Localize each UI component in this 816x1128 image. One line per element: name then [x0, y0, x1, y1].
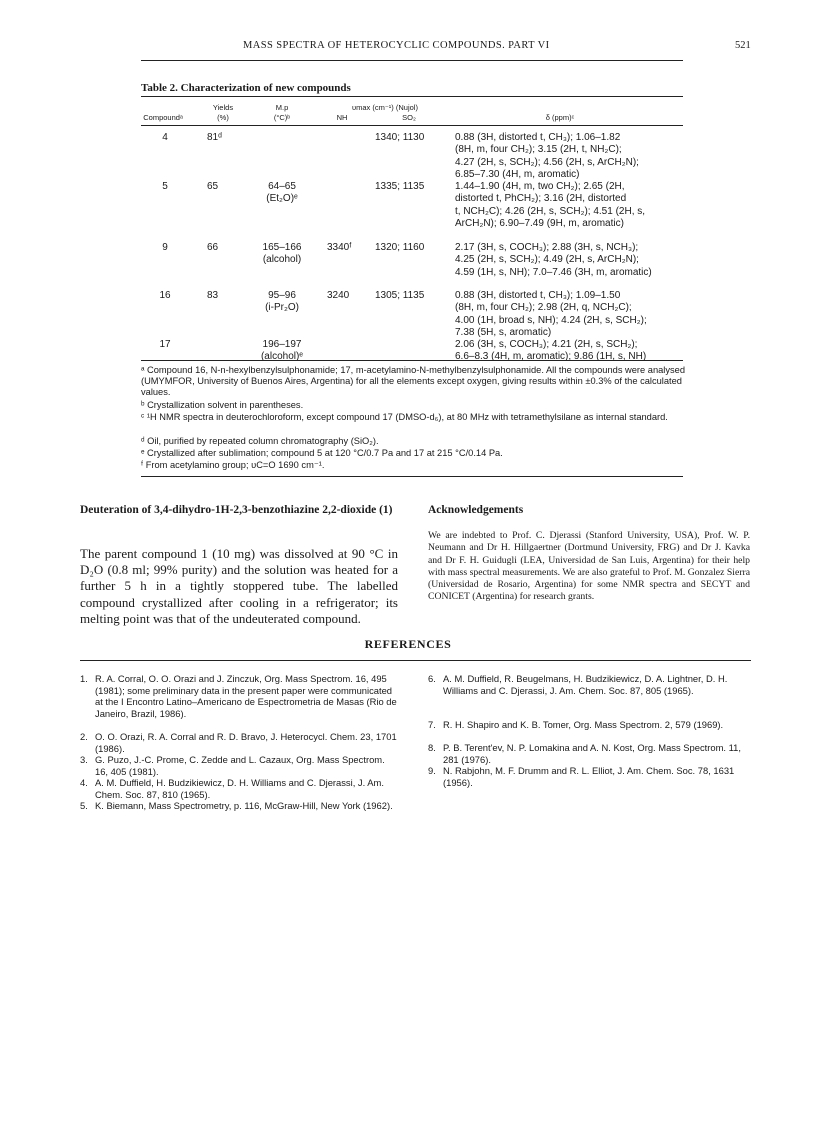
cell-mp: 95–96 [268, 290, 296, 301]
table-top-rule [141, 96, 683, 97]
reference-number: 1. [80, 673, 88, 684]
reference-text: R. A. Corral, O. O. Orazi and J. Zinczuk, Org. Mass Spectrom. 16, 495 (1981); some preliminary data in the present paper were communicated at the I Encontro Latino–Americano de Espectrometria de Masas (Rio de Janeiro, Brazil, 1986). [95, 673, 397, 719]
cell-mp-solvent: (alcohol) [262, 254, 302, 265]
cell-mp: 165–166 [262, 242, 302, 253]
header-rule [141, 60, 683, 61]
reference-item [428, 673, 750, 696]
reference-item [80, 777, 398, 800]
header-nh: NH [336, 113, 348, 122]
cell-nmr: 2.17 (3H, s, COCH₃); 2.88 (3H, s, NCH₃); 4.25 (2H, s, SCH₂); 4.49 (2H, s, ArCH₂N); 4.59 (1H, s, NH); 7.0–7.46 (3H, m, aromatic) [455, 242, 652, 278]
table-header-rule [141, 125, 683, 126]
reference-item [80, 800, 398, 812]
cell-compound: 17 [159, 339, 171, 350]
table-bottom-rule [141, 476, 683, 477]
reference-text: O. O. Orazi, R. A. Corral and R. D. Bravo, J. Heterocycl. Chem. 23, 1701 (1986). [95, 731, 397, 754]
reference-number: 8. [428, 742, 436, 753]
reference-item [428, 742, 750, 765]
page-number: 521 [735, 40, 751, 51]
deuteration-heading: Deuteration of 3,4-dihydro-1H-2,3-benzothiazine 2,2-dioxide (1) [80, 504, 393, 516]
cell-yield: 66 [207, 242, 219, 253]
cell-compound: 9 [162, 242, 168, 253]
header-delta: δ (ppm)ᶜ [545, 113, 575, 122]
reference-item [80, 754, 398, 777]
reference-text: A. M. Duffield, R. Beugelmans, H. Budzikiewicz, D. A. Lightner, D. H. Williams and C. Djerassi, J. Am. Chem. Soc. 87, 805 (1965). [443, 673, 728, 696]
cell-nmr: 1.44–1.90 (4H, m, two CH₂); 2.65 (2H, distorted t, PhCH₂); 3.16 (2H, distorted t, NCH₂C); 4.26 (2H, s, SCH₂); 4.51 (2H, s, ArCH₂N); 6.90–7.49 (9H, m, aromatic) [455, 181, 646, 229]
cell-compound: 5 [162, 181, 168, 192]
header-vmax: υmax (cm⁻¹) (Nujol) [352, 103, 418, 112]
reference-text: P. B. Terent'ev, N. P. Lomakina and A. N. Kost, Org. Mass Spectrom. 11, 281 (1976). [443, 742, 741, 765]
header-mp: M.p (°C)ᵇ [273, 103, 291, 122]
cell-nmr: 2.06 (3H, s, COCH₃); 4.21 (2H, s, SCH₂); 6.6–8.3 (4H, m, aromatic); 9.86 (1H, s, NH) [455, 339, 647, 363]
header-yields: Yields (%) [212, 103, 234, 122]
cell-mp-solvent: (i-Pr₂O) [265, 302, 299, 313]
reference-item [428, 765, 750, 788]
deuteration-body: The parent compound 1 (10 mg) was dissolved at 90 °C in D₂O (0.8 ml; 99% purity) and the solution was heated for a further 5 h in a tightly stoppered tube. The labelled compound crystallized after cooling in a refrigerator; its melting point was that of the undeuterated compound. [80, 546, 398, 626]
cell-mp-solvent: (Et₂O)ᵉ [266, 193, 298, 204]
cell-so2: 1305; 1135 [375, 290, 425, 301]
header-so2: SO₂ [402, 113, 416, 122]
reference-number: 2. [80, 731, 88, 742]
cell-mp: 196–197 [262, 339, 302, 350]
reference-number: 5. [80, 800, 88, 811]
cell-mp: 64–65 [268, 181, 296, 192]
reference-text: G. Puzo, J.-C. Prome, C. Zedde and L. Cazaux, Org. Mass Spectrom. 16, 405 (1981). [95, 754, 385, 777]
cell-so2: 1340; 1130 [375, 132, 425, 143]
reference-item [80, 731, 398, 754]
cell-nmr: 0.88 (3H, distorted t, CH₃); 1.09–1.50 (8H, m, four CH₂); 2.98 (2H, q, NCH₂C); 4.00 (1H, broad s, NH); 4.24 (2H, s, SCH₂); 7.38 (5H, s, aromatic) [455, 290, 647, 338]
acknowledgements-heading: Acknowledgements [428, 504, 524, 516]
header-compound: Compoundᵃ [143, 113, 183, 122]
reference-text: R. H. Shapiro and K. B. Tomer, Org. Mass Spectrom. 2, 579 (1969). [443, 719, 724, 730]
footnote-d: ᵈ Oil, purified by repeated column chromatography (SiO₂). [141, 436, 379, 446]
reference-number: 7. [428, 719, 436, 730]
running-head: MASS SPECTRA OF HETEROCYCLIC COMPOUNDS. PART VI [243, 40, 550, 51]
reference-text: K. Biemann, Mass Spectrometry, p. 116, McGraw-Hill, New York (1962). [95, 800, 393, 811]
cell-yield: 65 [207, 181, 219, 192]
reference-number: 9. [428, 765, 436, 776]
footnote-f: ᶠ From acetylamino group; υC=O 1690 cm⁻¹. [141, 460, 325, 470]
acknowledgements-body: We are indebted to Prof. C. Djerassi (Stanford University, USA), Prof. W. P. Neumann and Dr H. Hillgaertner (Dortmund University, FRG) and Dr J. Kavka and Dr F. H. Guidugli (LEA, Universidad de San Luis, Argentina) for their help with mass spectral measurements. We are also grateful to Prof. M. Gonzalez Sierra (Universidad de Rosario, Argentina) for some NMR spectra and SECYT and CONICET (Argentina) for research grants. [428, 530, 750, 603]
cell-yield: 81ᵈ [207, 132, 222, 143]
cell-so2: 1335; 1135 [375, 181, 425, 192]
reference-number: 3. [80, 754, 88, 765]
references-rule [80, 660, 751, 661]
cell-compound: 16 [159, 290, 171, 301]
cell-compound: 4 [162, 132, 168, 143]
cell-nh: 3240 [327, 290, 350, 301]
reference-item [428, 719, 750, 731]
reference-number: 4. [80, 777, 88, 788]
reference-text: A. M. Duffield, H. Budzikiewicz, D. H. Williams and C. Djerassi, J. Am. Chem. Soc. 87, 810 (1965). [95, 777, 384, 800]
table-body-rule [141, 360, 683, 361]
footnote-b: ᵇ Crystallization solvent in parentheses. [141, 400, 304, 410]
references-heading: REFERENCES [364, 637, 452, 651]
footnote-c: ᶜ ¹H NMR spectra in deuterochloroform, except compound 17 (DMSO-d₆), at 80 MHz with tetramethylsilane as internal standard. [141, 412, 668, 422]
cell-nmr: 0.88 (3H, distorted t, CH₃); 1.06–1.82 (8H, m, four CH₂); 3.15 (2H, t, NH₂C); 4.27 (2H, s, SCH₂); 4.56 (2H, s, ArCH₂N); 6.85–7.30 (4H, m, aromatic) [455, 132, 639, 180]
table-caption: Table 2. Characterization of new compounds [141, 82, 351, 94]
footnote-a: ᵃ Compound 16, N-n-hexylbenzylsulphonamide; 17, m-acetylamino-N-methylbenzylsulphonamide. All the compounds were analysed (UMYMFOR, University of Buenos Aires, Argentina) for all the elements except oxygen, giving results within ±0.3% of the calculated values. [141, 365, 685, 398]
cell-mp-solvent: (alcohol)ᵉ [260, 351, 304, 362]
reference-number: 6. [428, 673, 436, 684]
cell-nh: 3340ᶠ [327, 242, 352, 253]
reference-item [80, 673, 398, 719]
cell-yield: 83 [207, 290, 219, 301]
reference-text: N. Rabjohn, M. F. Drumm and R. L. Elliot, J. Am. Chem. Soc. 78, 1631 (1956). [443, 765, 735, 788]
footnote-e: ᵉ Crystallized after sublimation; compound 5 at 120 °C/0.7 Pa and 17 at 215 °C/0.14 Pa. [141, 448, 503, 458]
cell-so2: 1320; 1160 [375, 242, 425, 253]
